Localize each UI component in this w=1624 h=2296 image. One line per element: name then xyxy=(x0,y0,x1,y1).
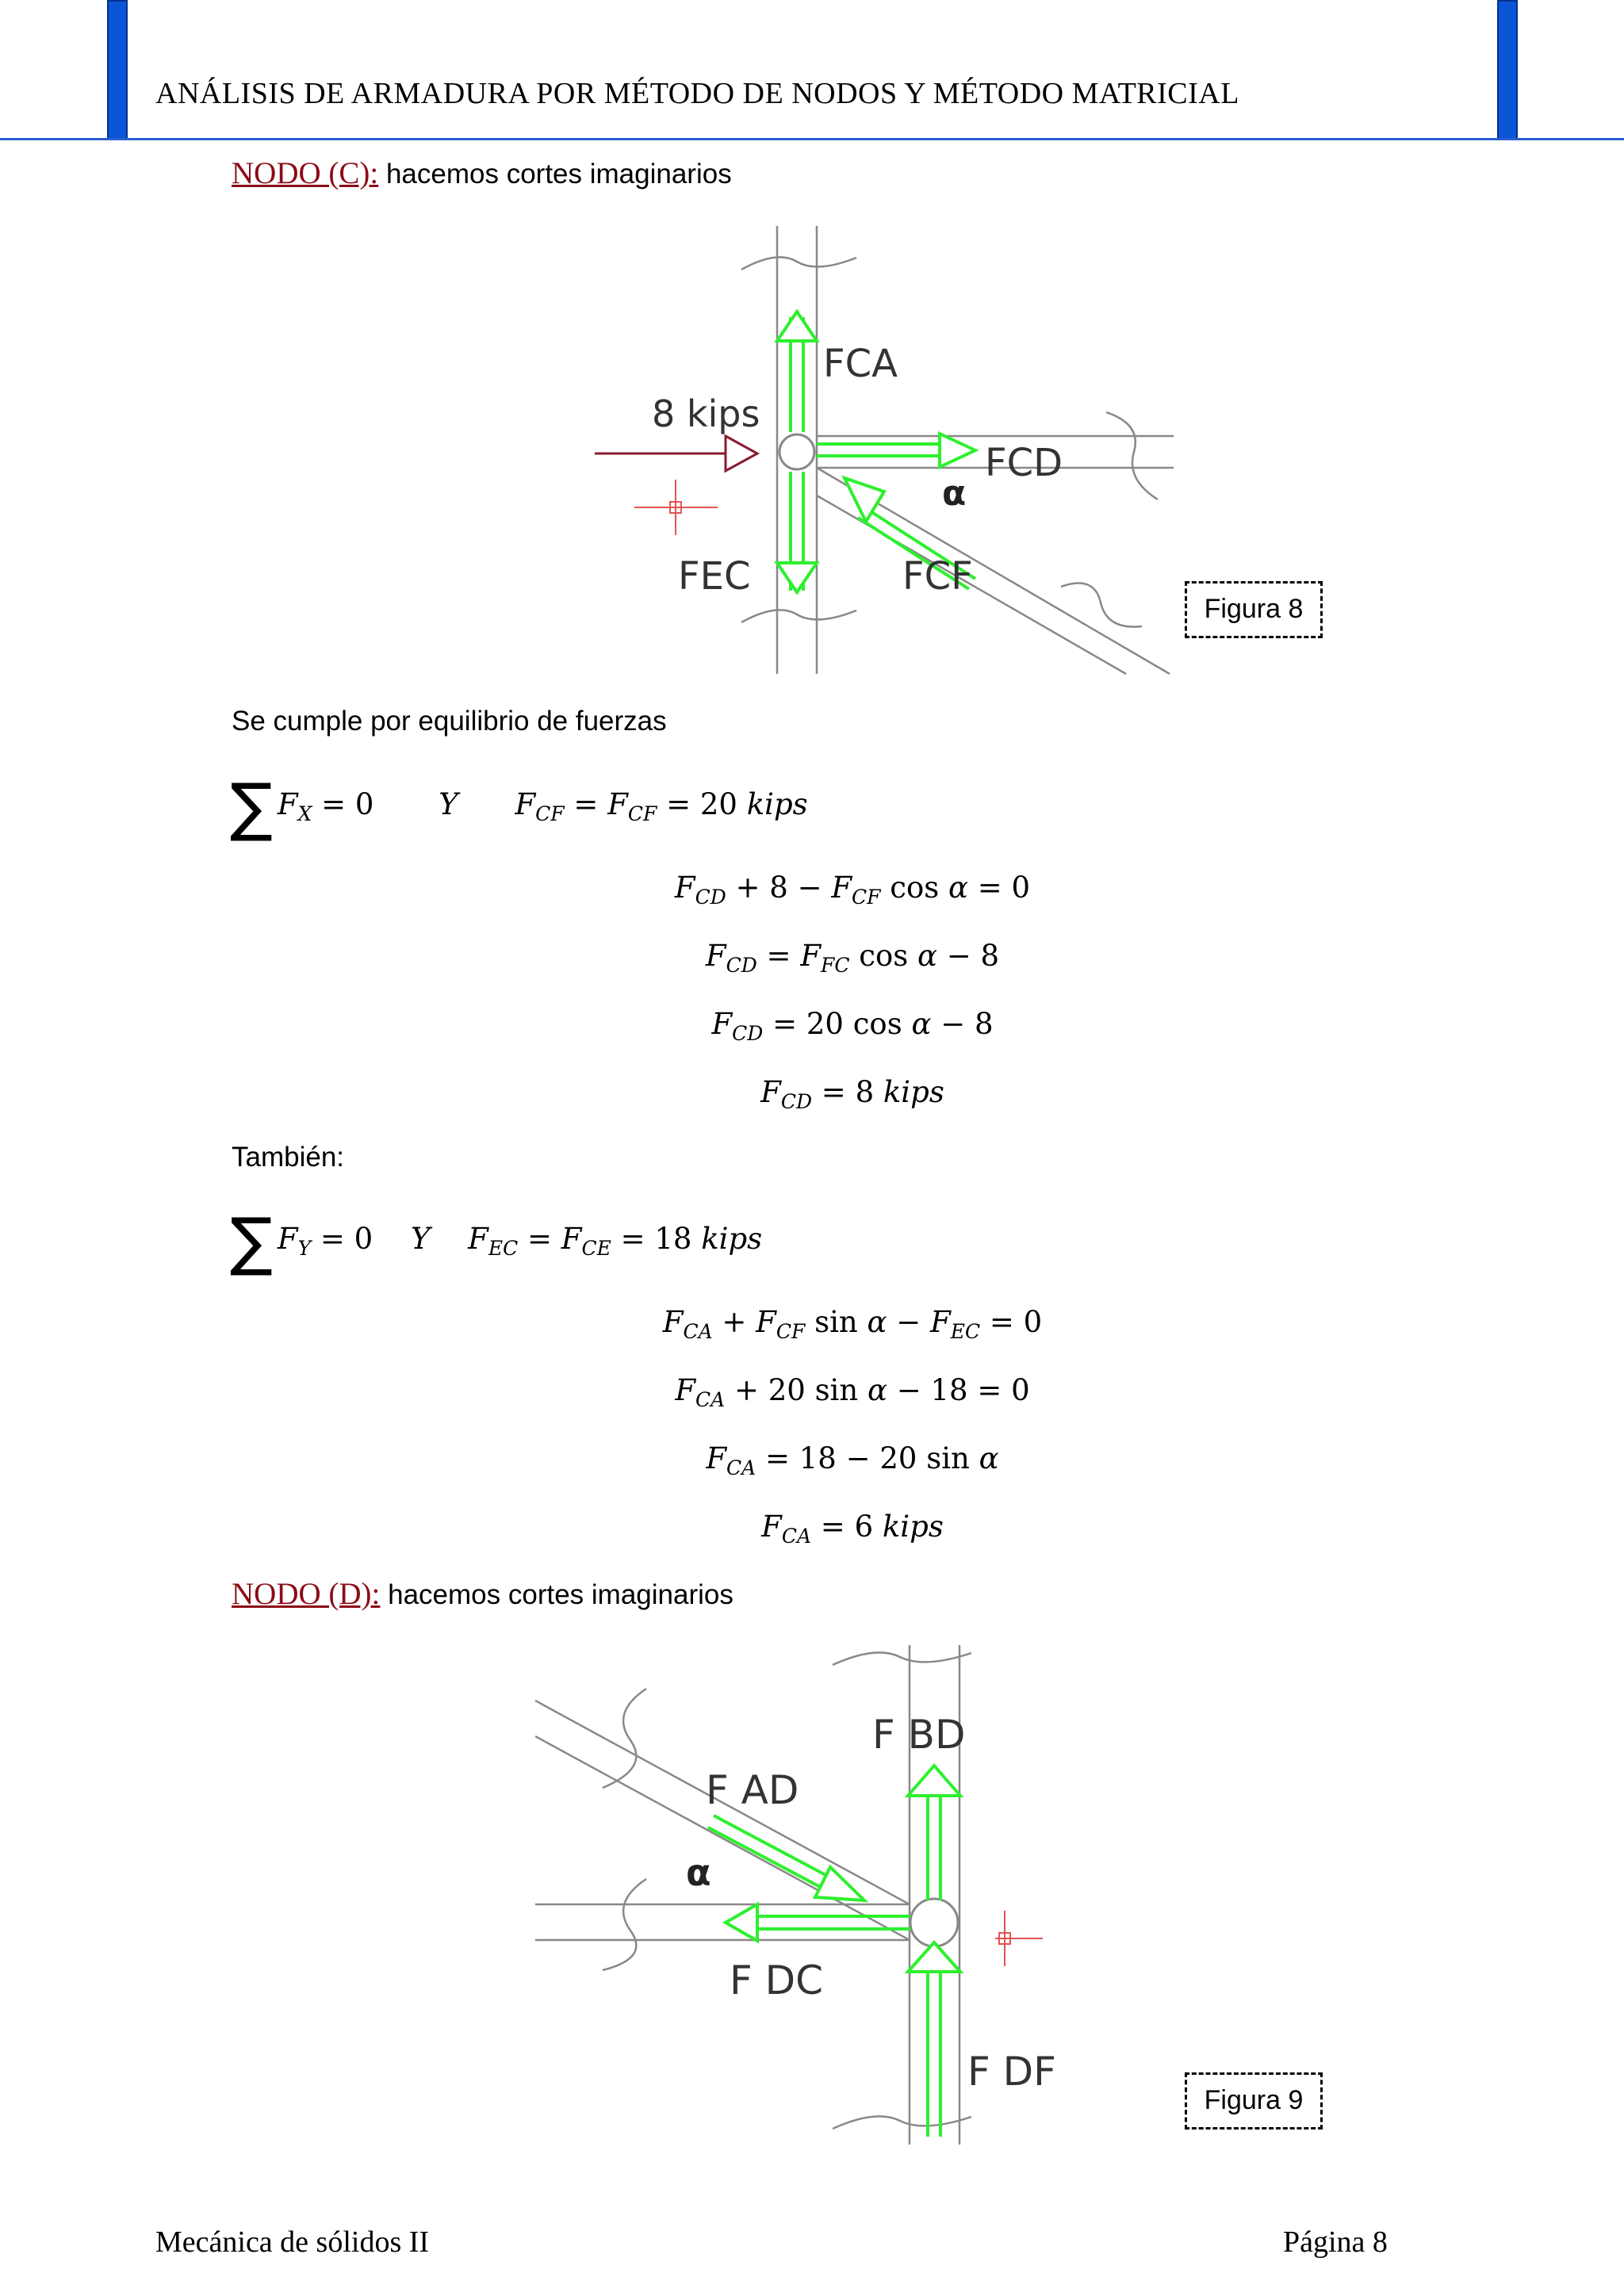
sigma-icon: ∑ xyxy=(230,1204,273,1278)
label-fcf: FCF xyxy=(902,554,973,599)
label-fdc: F DC xyxy=(730,1957,824,2003)
arrowhead-fdf-icon xyxy=(908,1942,960,1972)
label-fca: FCA xyxy=(823,342,898,386)
header-title: ANÁLISIS DE ARMADURA POR MÉTODO DE NODOS Y MÉTODO MATRICIAL xyxy=(155,77,1239,110)
header-rule xyxy=(0,138,1624,140)
label-fdf: F DF xyxy=(967,2049,1056,2095)
fx-equation-2: $F_{CD} = F_{FC}$ cos α − 8 xyxy=(705,939,1000,977)
footer-page-number: Página 8 xyxy=(1283,2225,1388,2259)
node-c-heading xyxy=(232,155,732,191)
figure-9-node-d-diagram xyxy=(535,1645,1138,2152)
node-d-joint xyxy=(910,1899,958,1946)
node-c-text: hacemos cortes imaginarios xyxy=(378,159,732,189)
figure-8-node-c-diagram xyxy=(587,226,1205,682)
footer-course: Mecánica de sólidos II xyxy=(155,2225,430,2259)
arrowhead-fdc-icon xyxy=(726,1904,757,1941)
node-c-label: NODO (C): xyxy=(232,156,379,190)
fx-equation-4: $F_{CD} = 8$ kips xyxy=(760,1075,944,1113)
header-bar-left xyxy=(107,0,128,140)
load-arrowhead-icon xyxy=(726,436,757,471)
label-alpha: α xyxy=(686,1851,711,1894)
fx-equation-1: $F_{CD} + 8 - F_{CF}$ cos α = 0 xyxy=(674,871,1031,909)
label-fcd: FCD xyxy=(985,441,1063,485)
arrowhead-fca-icon xyxy=(777,312,817,341)
label-fad: F AD xyxy=(706,1767,799,1813)
arrow-fad xyxy=(714,1816,841,1883)
tambien-label: También: xyxy=(232,1142,345,1173)
fy-equation-1: $F_{CA} + F_{CF}$ $\sin \alpha - F_{EC} = 0$ xyxy=(662,1305,1043,1343)
equilibrium-intro: Se cumple por equilibrio de fuerzas xyxy=(232,706,667,737)
arrowhead-fcd-icon xyxy=(940,434,975,467)
label-fec: FEC xyxy=(678,554,751,599)
node-d-heading xyxy=(232,1576,733,1612)
label-fbd: F BD xyxy=(872,1712,966,1758)
fx-equation-3: $F_{CD} = 20$ cos α − 8 xyxy=(711,1007,994,1045)
node-c-joint xyxy=(779,434,814,469)
node-d-label: NODO (D): xyxy=(232,1577,381,1611)
node-d-text: hacemos cortes imaginarios xyxy=(380,1579,733,1610)
arrowhead-fbd-icon xyxy=(908,1766,960,1796)
fy-equation-4: $F_{CA} = 6$ kips xyxy=(761,1510,944,1548)
centroid-marker xyxy=(995,1911,1043,1966)
sigma-icon: ∑ xyxy=(230,770,273,844)
centroid-marker xyxy=(634,480,718,535)
fy-equation-3: $F_{CA} = 18 - 20$ sin α xyxy=(706,1441,999,1479)
label-alpha: α xyxy=(942,473,967,514)
sum-fx-line: ∑ $F_X = 0$ Y $F_{CF} = F_{CF} = 20$ kips xyxy=(230,770,808,844)
figure-9-caption: Figura 9 xyxy=(1185,2072,1323,2130)
fy-equation-2: $F_{CA} + 20$ sin α − 18 = 0 xyxy=(675,1373,1030,1411)
sum-fy-line: ∑ $F_Y = 0$ Y $F_{EC} = F_{CE} = 18$ kips xyxy=(230,1204,763,1278)
header-bar-right xyxy=(1497,0,1518,140)
label-8-kips: 8 kips xyxy=(652,392,760,435)
figure-8-caption: Figura 8 xyxy=(1185,581,1323,638)
arrowhead-fec-icon xyxy=(777,563,817,592)
